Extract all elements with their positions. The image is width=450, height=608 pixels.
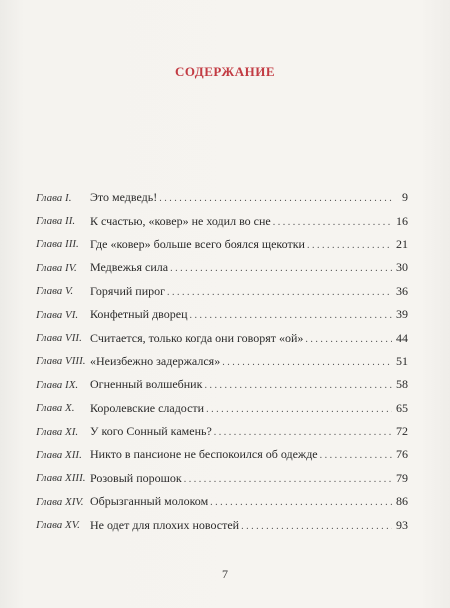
toc-page-number: 79: [396, 470, 408, 485]
toc-entry: [90, 284, 408, 299]
toc-entry-title: У кого Сонный камень?: [90, 424, 212, 439]
toc-row: [36, 373, 408, 396]
toc-chapter-label: Глава XI.: [36, 425, 79, 438]
toc-entry: [90, 307, 408, 322]
toc-chapter-label: Глава I.: [36, 191, 72, 204]
toc-entry: [90, 214, 408, 229]
toc-entry-title: Конфетный дворец: [90, 307, 188, 322]
toc-page-number: 39: [396, 307, 408, 322]
toc-row: [36, 490, 408, 513]
toc-chapter-label: Глава VIII.: [36, 355, 86, 368]
toc-chapter-label: Глава II.: [36, 215, 76, 228]
dot-leader: [273, 217, 392, 228]
dot-leader: [190, 310, 392, 321]
dot-leader: [210, 497, 392, 508]
toc-page-number: 16: [396, 213, 408, 228]
toc-entry-title: Это медведь!: [90, 190, 158, 205]
toc-entry-title: К счастью, «ковер» не ходил во сне: [90, 213, 271, 228]
table-of-contents: [36, 186, 408, 537]
toc-entry-title: Не одет для плохих новостей: [90, 517, 240, 532]
toc-page-number: 65: [396, 400, 408, 415]
toc-page-number: 86: [396, 494, 408, 509]
dot-leader: [307, 240, 392, 251]
toc-page-number: 51: [396, 353, 408, 368]
toc-chapter-label: Глава XIV.: [36, 495, 84, 508]
toc-entry-title: Горячий пирог: [90, 283, 166, 298]
toc-row: [36, 397, 408, 420]
toc-entry: [90, 494, 408, 509]
toc-entry: [90, 518, 408, 533]
toc-row: [36, 513, 408, 536]
dot-leader: [241, 521, 392, 532]
toc-row: [36, 467, 408, 490]
toc-page-number: 36: [396, 283, 408, 298]
toc-row: [36, 326, 408, 349]
toc-page-number: 72: [396, 424, 408, 439]
toc-chapter-label: Глава X.: [36, 402, 75, 415]
toc-entry: [90, 401, 408, 416]
toc-entry-title: Обрызганный молоком: [90, 494, 209, 509]
toc-chapter-label: Глава XII.: [36, 448, 82, 461]
toc-row: [36, 443, 408, 466]
dot-leader: [206, 404, 392, 415]
toc-chapter-label: Глава III.: [36, 238, 79, 251]
toc-page-number: 93: [396, 517, 408, 532]
toc-entry-title: Никто в пансионе не беспокоился об одежде: [90, 447, 318, 462]
toc-chapter-label: Глава IV.: [36, 261, 77, 274]
dot-leader: [305, 334, 392, 345]
toc-row: [36, 420, 408, 443]
page-title: СОДЕРЖАНИЕ: [174, 64, 276, 79]
toc-page-number: 9: [402, 190, 408, 205]
dot-leader: [184, 474, 392, 485]
toc-entry: [90, 377, 408, 392]
toc-row: [36, 280, 408, 303]
toc-page-number: 21: [396, 236, 408, 251]
dot-leader: [222, 357, 392, 368]
toc-row: [36, 209, 408, 232]
toc-entry: [90, 190, 408, 205]
toc-entry: [90, 471, 408, 486]
toc-entry-title: Розовый порошок: [90, 470, 182, 485]
toc-row: [36, 186, 408, 209]
dot-leader: [159, 193, 392, 204]
toc-page-number: 44: [396, 330, 408, 345]
toc-page-number: 76: [396, 447, 408, 462]
toc-entry-title: Огненный волшебник: [90, 377, 203, 392]
toc-entry: [90, 447, 408, 462]
toc-entry-title: Где «ковер» больше всего боялся щекотки: [90, 236, 305, 251]
toc-chapter-label: Глава IX.: [36, 378, 79, 391]
toc-chapter-label: Глава VII.: [36, 332, 82, 345]
toc-row: [36, 233, 408, 256]
toc-entry: [90, 237, 408, 252]
dot-leader: [167, 287, 392, 298]
toc-entry: [90, 424, 408, 439]
toc-entry: [90, 331, 408, 346]
toc-entry: [90, 260, 408, 275]
toc-row: [36, 303, 408, 326]
toc-page-number: 58: [396, 377, 408, 392]
dot-leader: [214, 427, 392, 438]
page-number: 7: [222, 567, 228, 581]
toc-entry-title: «Неизбежно задержался»: [90, 353, 221, 368]
toc-page-number: 30: [396, 260, 408, 275]
toc-entry-title: Считается, только когда они говорят «ой»: [90, 330, 304, 345]
toc-chapter-label: Глава V.: [36, 285, 74, 298]
toc-entry: [90, 354, 408, 369]
toc-entry-title: Королевские сладости: [90, 400, 205, 415]
toc-entry-title: Медвежья сила: [90, 260, 169, 275]
toc-row: [36, 350, 408, 373]
toc-chapter-label: Глава XV.: [36, 519, 80, 532]
toc-row: [36, 256, 408, 279]
dot-leader: [320, 450, 392, 461]
toc-chapter-label: Глава XIII.: [36, 472, 86, 485]
dot-leader: [170, 263, 392, 274]
toc-chapter-label: Глава VI.: [36, 308, 79, 321]
dot-leader: [204, 380, 392, 391]
